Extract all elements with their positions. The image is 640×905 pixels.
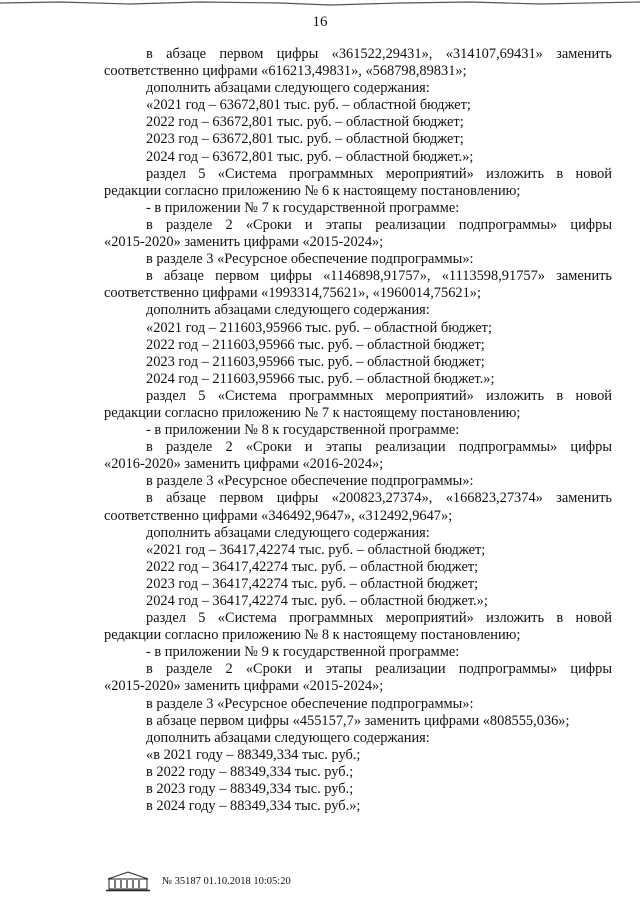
text-line: 2023 год – 211603,95966 тыс. руб. – областной бюджет; [146,353,485,370]
registration-stamp [104,869,291,893]
text-line: раздел 5 «Система программных мероприятий» изложить в новой [146,165,612,182]
text-line: соответственно цифрами «1993314,75621», «1960014,75621»; [104,285,481,302]
text-line: «2015-2020» заменить цифрами «2015-2024»; [104,234,384,251]
text-line: «2021 год – 36417,42274 тыс. руб. – областной бюджет; [146,541,486,558]
text-line: дополнить абзацами следующего содержания: [146,729,430,746]
registration-number: № 35187 01.10.2018 10:05:20 [162,875,291,887]
text-line: в разделе 2 «Сроки и этапы реализации подпрограммы» цифры [146,439,612,456]
text-line: «2016-2020» заменить цифрами «2016-2024»; [104,456,384,473]
text-line: редакции согласно приложению № 7 к настоящему постановлению; [104,404,521,421]
text-line: - в приложении № 8 к государственной программе: [146,422,460,439]
text-line: 2024 год – 36417,42274 тыс. руб. – областной бюджет.»; [146,593,488,609]
text-line: в разделе 3 «Ресурсное обеспечение подпрограммы»: [146,473,474,490]
page-number: 16 [312,14,328,30]
text-line: «в 2021 году – 88349,334 тыс. руб.; [146,746,361,763]
text-line: «2021 год – 211603,95966 тыс. руб. – областной бюджет; [146,319,492,336]
building-emblem-icon [104,870,152,892]
text-line: в 2023 году – 88349,334 тыс. руб.; [146,781,354,798]
scan-edge-mark [0,0,640,12]
text-line: редакции согласно приложению № 6 к настоящему постановлению; [104,182,521,199]
text-line: в 2024 году – 88349,334 тыс. руб.»; [146,798,361,815]
text-line: дополнить абзацами следующего содержания: [146,302,430,319]
text-line: в разделе 2 «Сроки и этапы реализации подпрограммы» цифры [146,661,612,678]
text-line: в абзаце первом цифры «455157,7» заменить цифрами «808555,036»; [146,712,570,729]
text-line: 2022 год – 36417,42274 тыс. руб. – областной бюджет; [146,558,479,575]
text-line: 2023 год – 36417,42274 тыс. руб. – областной бюджет; [146,575,479,592]
text-line: 2023 год – 63672,801 тыс. руб. – областной бюджет; [146,131,464,148]
text-line: 2022 год – 63672,801 тыс. руб. – областной бюджет; [146,114,464,131]
text-line: дополнить абзацами следующего содержания: [146,524,430,541]
text-line: в разделе 2 «Сроки и этапы реализации подпрограммы» цифры [146,216,612,233]
text-line: дополнить абзацами следующего содержания: [146,80,430,97]
text-line: в абзаце первом цифры «361522,29431», «314107,69431» заменить [146,46,612,62]
text-line: соответственно цифрами «346492,9647», «312492,9647»; [104,507,453,524]
text-line: редакции согласно приложению № 8 к настоящему постановлению; [104,627,521,644]
text-line: в разделе 3 «Ресурсное обеспечение подпрограммы»: [146,251,474,268]
text-line: раздел 5 «Система программных мероприятий» изложить в новой [146,610,612,627]
text-line: в 2022 году – 88349,334 тыс. руб.; [146,763,354,780]
text-line: «2021 год – 63672,801 тыс. руб. – областной бюджет; [146,97,471,114]
document-body [104,46,612,815]
text-line: «2015-2020» заменить цифрами «2015-2024»; [104,678,384,695]
text-line: - в приложении № 9 к государственной программе: [146,644,460,661]
text-line: в абзаце первом цифры «1146898,91757», «1113598,91757» заменить [146,268,612,285]
text-line: в абзаце первом цифры «200823,27374», «166823,27374» заменить [146,490,612,507]
text-line: 2024 год – 63672,801 тыс. руб. – областной бюджет.»; [146,148,474,165]
text-line: - в приложении № 7 к государственной программе: [146,199,460,216]
text-line: раздел 5 «Система программных мероприятий» изложить в новой [146,387,612,404]
text-line: 2022 год – 211603,95966 тыс. руб. – областной бюджет; [146,336,485,353]
text-line: соответственно цифрами «616213,49831», «568798,89831»; [104,63,467,80]
text-line: 2024 год – 211603,95966 тыс. руб. – областной бюджет.»; [146,370,495,387]
text-line: в разделе 3 «Ресурсное обеспечение подпрограммы»: [146,695,474,712]
